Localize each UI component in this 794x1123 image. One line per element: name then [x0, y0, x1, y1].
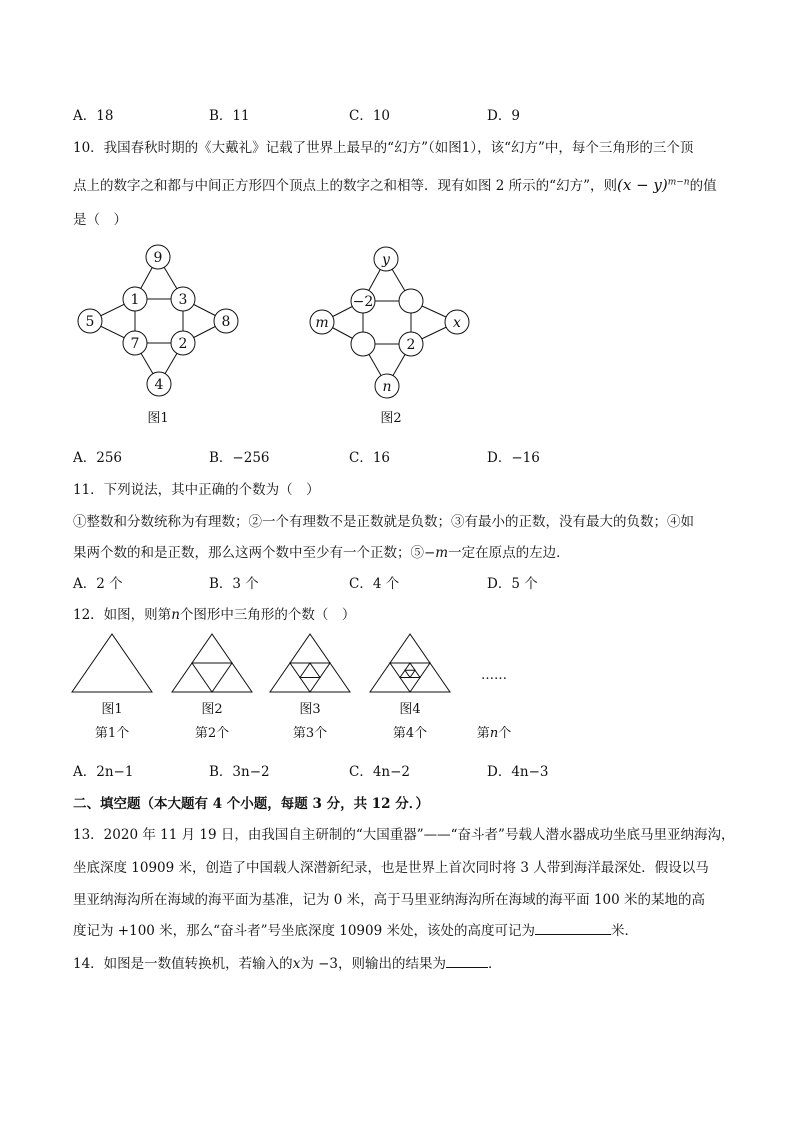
q12-title	[73, 603, 355, 623]
q12-option-c[interactable]: C．4n−2	[349, 764, 411, 780]
magic-square-figure-1	[70, 240, 250, 430]
fig2-label-lower-right: 2	[406, 337, 416, 353]
q14-line	[73, 952, 502, 972]
q12-ordinal-1: 第1个	[94, 726, 130, 741]
q10-expression-exponent: m−n	[667, 177, 690, 188]
fig2-node-lower-left	[351, 332, 375, 356]
q11-line2-text: 果两个数的和是正数，那么这两个数中至少有一个正数；⑤	[73, 545, 424, 561]
fig2-caption: 图2	[380, 411, 402, 426]
q14-mid: 为 −3，则输出的结果为	[300, 956, 447, 972]
fig2-node-upper-right	[399, 289, 423, 313]
q11-option-a[interactable]: A．2 个	[73, 576, 123, 592]
q11-option-d[interactable]: D．5 个	[487, 576, 538, 592]
q12-triangle-sequence	[68, 632, 538, 747]
fig1-label-upper-left: 1	[130, 292, 140, 308]
fig1-label-bottom: 4	[154, 377, 164, 393]
q14-end: ．	[488, 956, 502, 972]
fig1-label-lower-right: 2	[178, 336, 188, 352]
q12-option-b[interactable]: B．3n−2	[209, 764, 270, 780]
q12-fig4-triangles	[370, 634, 450, 692]
q12-caption-4: 图4	[399, 702, 421, 717]
q12-ordinal-2: 第2个	[194, 726, 230, 741]
q9-option-b[interactable]: B．11	[209, 108, 250, 124]
q14-answer-blank[interactable]	[446, 955, 488, 968]
q10-line2-end: 的值	[689, 178, 717, 194]
q10-options	[73, 446, 713, 466]
fig2-label-left: m	[315, 315, 329, 331]
q11-line1: ①整数和分数统称为有理数；②一个有理数不是正数就是负数；③有最小的正数，没有最大的负数；④如	[73, 514, 694, 530]
fig1-label-left: 5	[85, 314, 95, 330]
fig2-label-top: y	[382, 252, 390, 268]
q12-options	[73, 760, 713, 780]
q11-title: 11．下列说法，其中正确的个数为（ ）	[73, 482, 320, 498]
q10-expression-base: (x − y)	[616, 176, 668, 194]
q10-line2-text: 点上的数字之和都与中间正方形四个顶点上的数字之和相等．现有如图 2 所示的“幻方”，则	[73, 178, 617, 194]
q9-option-d[interactable]: D．9	[487, 108, 520, 124]
q11-line2	[73, 541, 570, 561]
fig2-label-upper-left: −2	[352, 294, 374, 310]
q13-line1: 13．2020 年 11 月 19 日，由我国自主研制的“大国重器”——“奋斗者”号载人潜水器成功坐底马里亚纳海沟，	[73, 827, 735, 843]
q12-ordinal-3: 第3个	[292, 726, 328, 741]
q10-option-c[interactable]: C．16	[349, 450, 391, 466]
q14-text: 14．如图是一数值转换机，若输入的	[73, 956, 293, 972]
fig2-label-right: x	[453, 315, 461, 331]
q11-option-b[interactable]: B．3 个	[209, 576, 259, 592]
q10-line2	[73, 174, 717, 194]
fig2-label-bottom: n	[382, 379, 392, 395]
q10-option-b[interactable]: B．−256	[209, 450, 270, 466]
q9-options	[73, 104, 713, 124]
q12-caption-3: 图3	[299, 702, 321, 717]
q12-ordinal-n-var: n	[489, 726, 499, 741]
q9-option-a[interactable]: A．18	[73, 108, 114, 124]
q11-variable: −m	[424, 545, 449, 561]
q12-option-a[interactable]: A．2n−1	[73, 764, 134, 780]
fig1-caption: 图1	[147, 411, 169, 426]
q12-variable: n	[171, 607, 180, 623]
section-2-heading: 二、填空题（本大题有 4 个小题，每题 3 分，共 12 分．）	[73, 796, 430, 812]
q12-fig3-triangles	[270, 634, 350, 692]
fig1-label-upper-right: 3	[178, 292, 188, 308]
q13-answer-blank[interactable]	[535, 922, 611, 935]
q12-fig1-triangle	[72, 634, 152, 692]
q10-line3: 是（ ）	[73, 212, 127, 228]
q12-option-d[interactable]: D．4n−3	[487, 764, 549, 780]
q11-options	[73, 572, 713, 592]
q12-caption-1: 图1	[101, 702, 123, 717]
q10-option-d[interactable]: D．−16	[487, 450, 540, 466]
q12-ordinal-n	[477, 726, 511, 741]
q10-option-a[interactable]: A．256	[73, 450, 123, 466]
q13-line2: 坐底深度 10909 米，创造了中国载人深潜新纪录，也是世界上首次同时将 3 人带到海洋最深处．假设以马	[73, 860, 709, 876]
q11-option-c[interactable]: C．4 个	[349, 576, 400, 592]
q9-option-c[interactable]: C．10	[349, 108, 391, 124]
q10-line1: 10．我国春秋时期的《大戴礼》记载了世界上最早的“幻方”（如图1），该“幻方”中，每个三角形的三个顶	[73, 140, 694, 156]
q13-line3: 里亚纳海沟所在海域的海平面为基准，记为 0 米，高于马里亚纳海沟所在海域的海平面 100 米的某地的高	[73, 892, 706, 908]
q13-line4-end: 米．	[611, 923, 638, 939]
magic-square-figure-2	[300, 240, 480, 430]
q12-ordinal-n-post: 个	[498, 726, 512, 741]
q12-fig2-triangles	[172, 634, 252, 692]
q12-title-text: 12．如图，则第	[73, 607, 172, 623]
fig1-label-right: 8	[221, 314, 231, 330]
fig1-label-top: 9	[153, 250, 163, 266]
q13-line4-text: 度记为 +100 米，那么“奋斗者”号坐底深度 10909 米处，该处的高度可记为	[73, 923, 535, 939]
q11-line2-end: 一定在原点的左边．	[448, 545, 570, 561]
q12-ordinal-n-pre: 第	[476, 726, 490, 741]
q12-title-end: 个图形中三角形的个数（ ）	[179, 607, 356, 623]
q12-caption-2: 图2	[201, 702, 223, 717]
q13-line4	[73, 919, 638, 939]
q14-variable: x	[292, 956, 301, 972]
q12-ellipsis: ……	[481, 668, 507, 683]
q12-ordinal-4: 第4个	[392, 726, 428, 741]
fig1-label-lower-left: 7	[130, 336, 140, 352]
